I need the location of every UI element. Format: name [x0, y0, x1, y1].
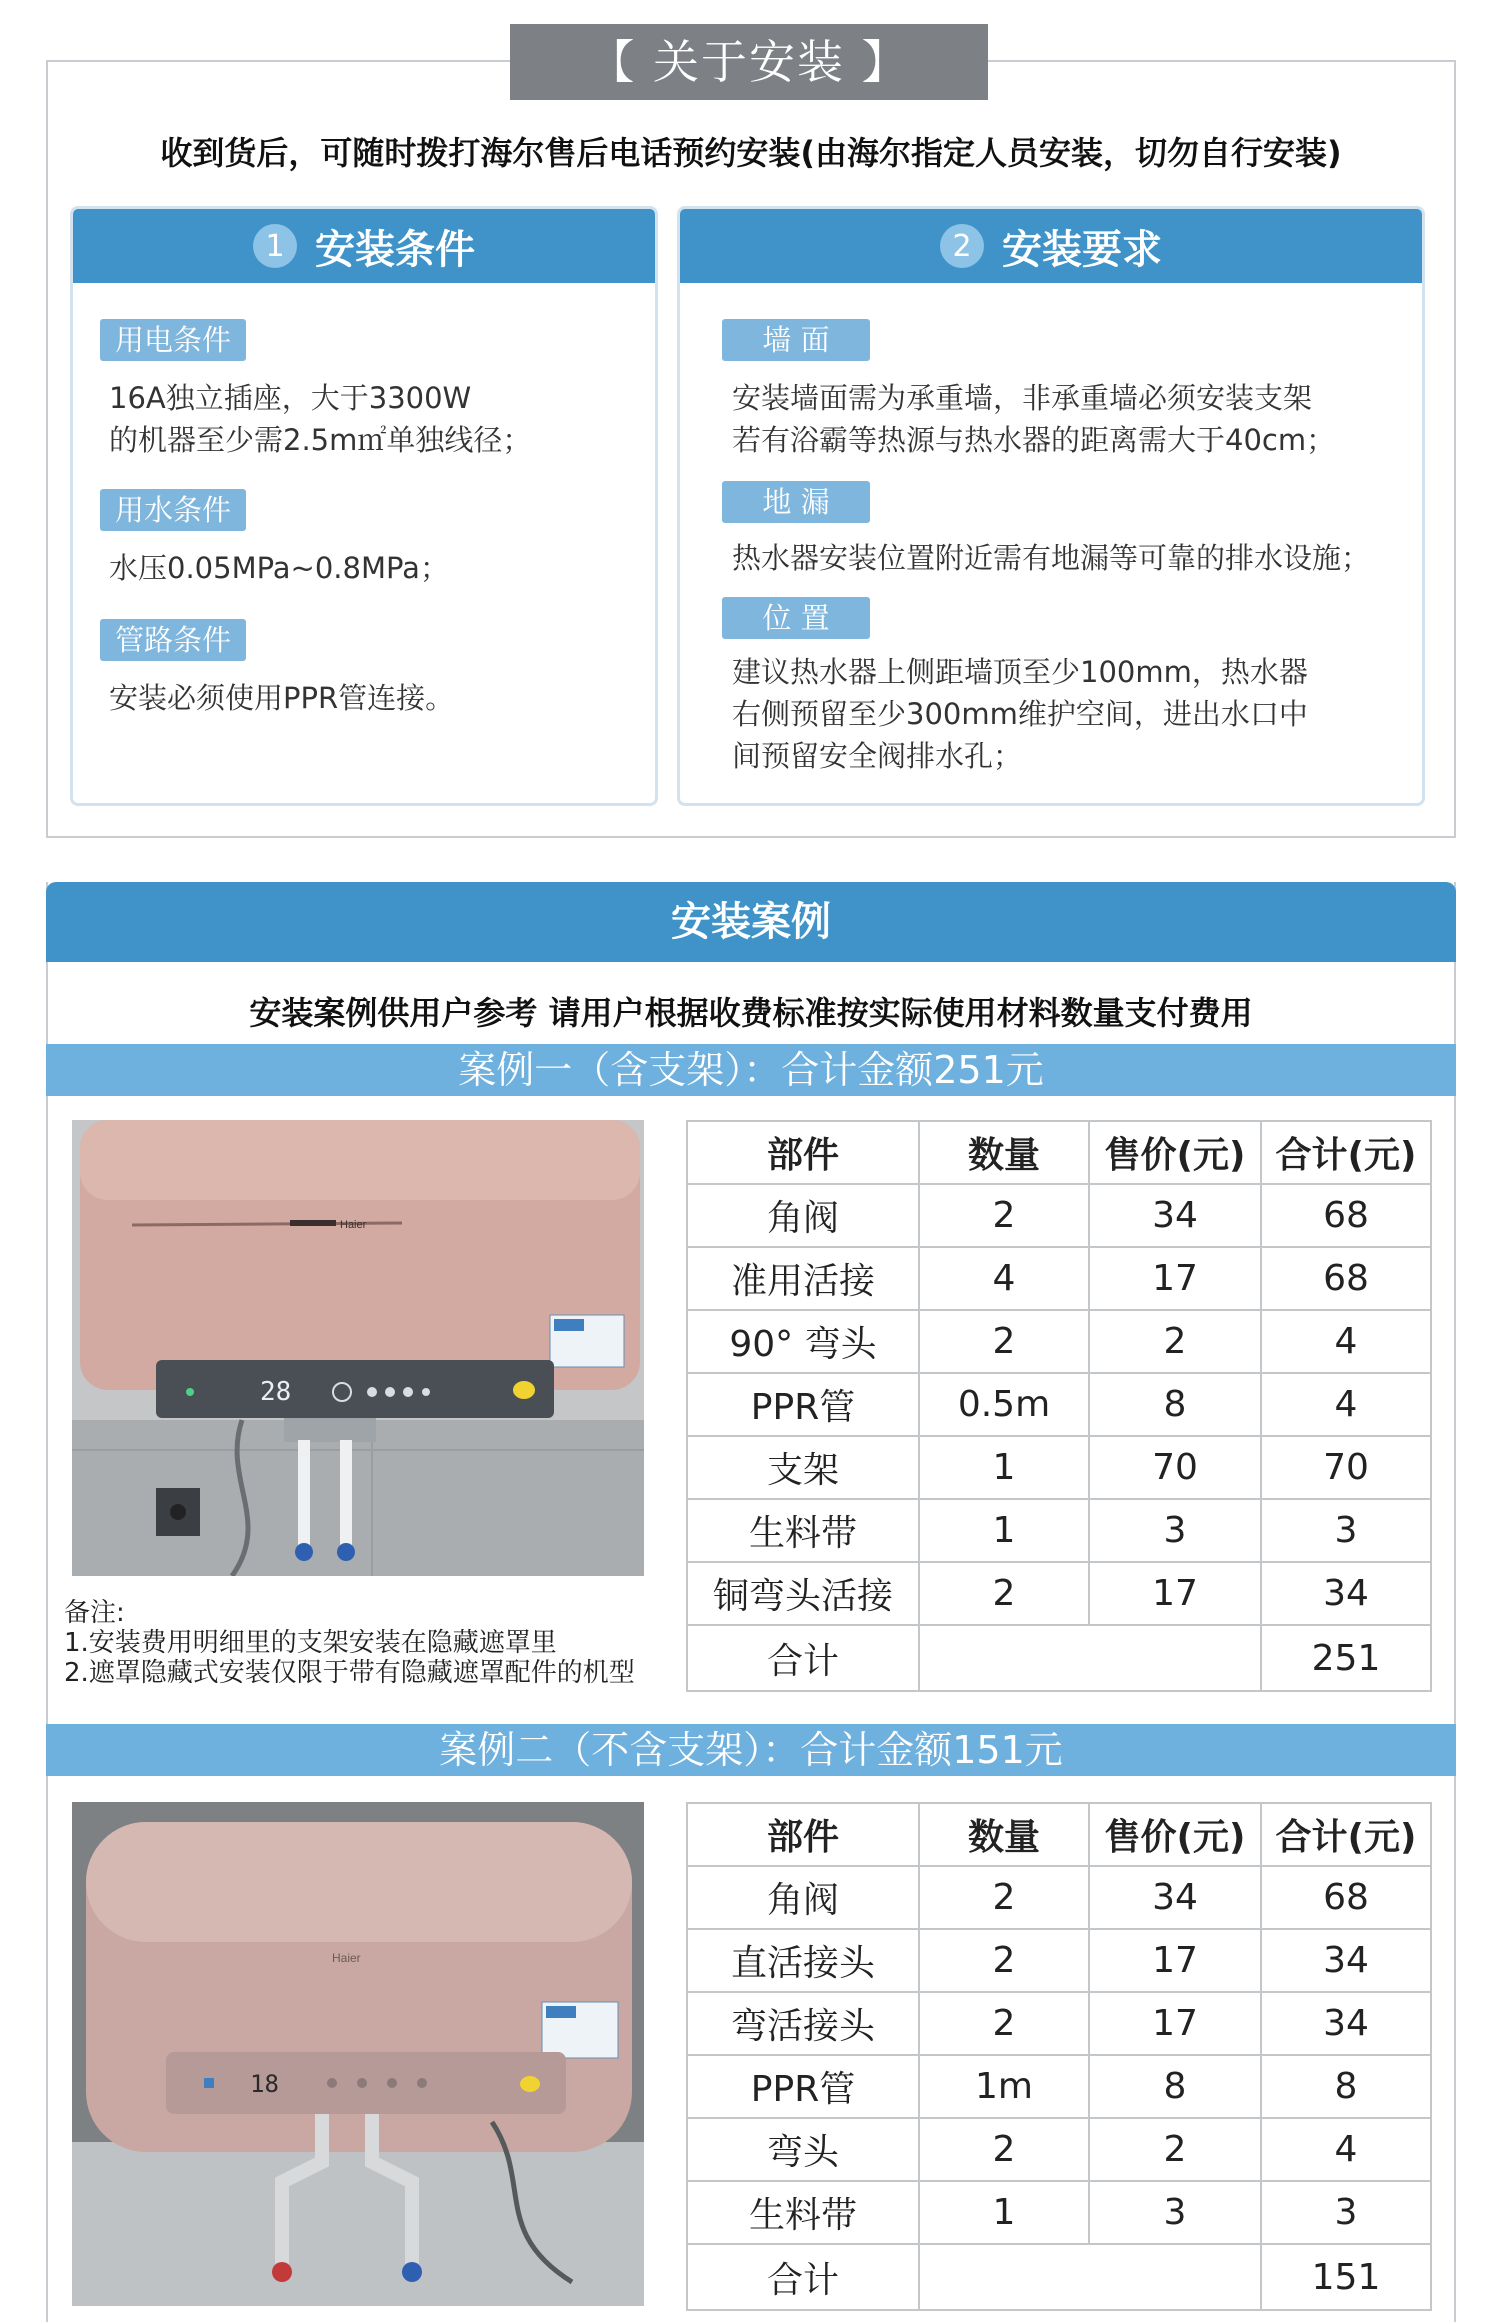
- part-quantity: 1: [919, 1499, 1089, 1562]
- part-subtotal: 3: [1261, 1499, 1431, 1562]
- part-quantity: 2: [919, 1562, 1089, 1625]
- part-subtotal: 34: [1261, 1562, 1431, 1625]
- case2-brand-logo: Haier: [332, 1951, 361, 1965]
- part-name: 生料带: [687, 2181, 919, 2244]
- case2-heater-illustration: [72, 1802, 644, 2306]
- case1-brand-logo: Haier: [340, 1219, 367, 1231]
- part-price: 34: [1089, 1184, 1261, 1247]
- about-installation-title: 【 关于安装 】: [510, 24, 988, 100]
- table-row: [687, 2055, 1431, 2118]
- table-header-row: [687, 1803, 1431, 1866]
- position-requirement-line-3: 间预留安全阀排水孔；: [732, 739, 1023, 773]
- conditions-header: [73, 209, 655, 283]
- part-name: 角阀: [687, 1866, 919, 1929]
- table-total-row: [687, 1625, 1431, 1691]
- requirements-title: 安装要求: [1002, 226, 1162, 273]
- part-quantity: 1: [919, 1436, 1089, 1499]
- table-row: [687, 1929, 1431, 1992]
- header-unit-price: 售价(元): [1089, 1803, 1261, 1866]
- table-row: [687, 1373, 1431, 1436]
- case1-heater-illustration: [72, 1120, 644, 1576]
- part-quantity: 2: [919, 1929, 1089, 1992]
- part-quantity: 1: [919, 2181, 1089, 2244]
- header-quantity: 数量: [919, 1121, 1089, 1184]
- part-name: 生料带: [687, 1499, 919, 1562]
- header-unit-price: 售价(元): [1089, 1121, 1261, 1184]
- part-price: 70: [1089, 1436, 1261, 1499]
- part-price: 8: [1089, 2055, 1261, 2118]
- part-price: 34: [1089, 1866, 1261, 1929]
- header-subtotal: 合计(元): [1261, 1803, 1431, 1866]
- part-name: 弯头: [687, 2118, 919, 2181]
- header-subtotal: 合计(元): [1261, 1121, 1431, 1184]
- part-price: 17: [1089, 1562, 1261, 1625]
- part-subtotal: 3: [1261, 2181, 1431, 2244]
- part-quantity: 4: [919, 1247, 1089, 1310]
- table-row: [687, 2181, 1431, 2244]
- note-line-1: 1.安装费用明细里的支架安装在隐藏遮罩里: [64, 1628, 557, 1658]
- wall-requirement-line-1: 安装墙面需为承重墙，非承重墙必须安装支架: [732, 381, 1313, 415]
- part-quantity: 2: [919, 1992, 1089, 2055]
- about-installation-notice: 收到货后，可随时拨打海尔售后电话预约安装(由海尔指定人员安装，切勿自行安装): [160, 134, 1342, 172]
- part-name: PPR管: [687, 1373, 919, 1436]
- part-price: 2: [1089, 2118, 1261, 2181]
- part-quantity: 2: [919, 1310, 1089, 1373]
- drain-requirement-line: 热水器安装位置附近需有地漏等可靠的排水设施；: [732, 541, 1371, 575]
- case2-title-bar: 案例二（不含支架）：合计金额151元: [46, 1724, 1456, 1776]
- header-part: 部件: [687, 1121, 919, 1184]
- conditions-title: 安装条件: [315, 226, 475, 273]
- part-price: 3: [1089, 1499, 1261, 1562]
- pipe-condition-tag: 管路条件: [100, 619, 246, 661]
- note-line-2: 2.遮罩隐藏式安装仅限于带有隐藏遮罩配件的机型: [64, 1658, 635, 1688]
- wall-requirement-line-2: 若有浴霸等热源与热水器的距离需大于40cm；: [732, 423, 1336, 457]
- case1-heater-photo: [72, 1120, 644, 1576]
- part-price: 17: [1089, 1247, 1261, 1310]
- part-name: 角阀: [687, 1184, 919, 1247]
- part-subtotal: 4: [1261, 1373, 1431, 1436]
- electric-condition-tag: 用电条件: [100, 319, 246, 361]
- requirements-header: [680, 209, 1422, 283]
- case2-heater-photo: [72, 1802, 644, 2306]
- table-row: [687, 1499, 1431, 1562]
- case1-temperature-display: 28: [260, 1377, 292, 1407]
- case2-parts-table: [686, 1802, 1432, 2311]
- part-quantity: 0.5m: [919, 1373, 1089, 1436]
- part-price: 3: [1089, 2181, 1261, 2244]
- table-row: [687, 1310, 1431, 1373]
- installation-conditions-panel: [70, 206, 658, 806]
- pipe-condition-line: 安装必须使用PPR管连接。: [109, 681, 455, 715]
- header-part: 部件: [687, 1803, 919, 1866]
- part-name: 支架: [687, 1436, 919, 1499]
- part-subtotal: 34: [1261, 1992, 1431, 2055]
- part-name: 铜弯头活接: [687, 1562, 919, 1625]
- part-price: 17: [1089, 1929, 1261, 1992]
- part-subtotal: 34: [1261, 1929, 1431, 1992]
- total-value: 251: [1261, 1625, 1431, 1691]
- part-subtotal: 70: [1261, 1436, 1431, 1499]
- part-subtotal: 68: [1261, 1866, 1431, 1929]
- table-row: [687, 1562, 1431, 1625]
- installation-cases-title: 安装案例: [46, 882, 1456, 962]
- total-value: 151: [1261, 2244, 1431, 2310]
- case1-parts-table: [686, 1120, 1432, 1692]
- part-subtotal: 4: [1261, 1310, 1431, 1373]
- table-header-row: [687, 1121, 1431, 1184]
- part-name: PPR管: [687, 2055, 919, 2118]
- notes-heading: 备注:: [64, 1598, 125, 1628]
- water-condition-tag: 用水条件: [100, 489, 246, 531]
- part-price: 2: [1089, 1310, 1261, 1373]
- part-quantity: 2: [919, 1184, 1089, 1247]
- position-requirement-line-1: 建议热水器上侧距墙顶至少100mm，热水器: [732, 655, 1308, 689]
- table-total-row: [687, 2244, 1431, 2310]
- part-name: 直活接头: [687, 1929, 919, 1992]
- part-price: 8: [1089, 1373, 1261, 1436]
- drain-requirement-tag: 地 漏: [722, 481, 870, 523]
- step-number-badge: 1: [253, 224, 297, 268]
- part-subtotal: 8: [1261, 2055, 1431, 2118]
- part-quantity: 2: [919, 1866, 1089, 1929]
- table-row: [687, 1866, 1431, 1929]
- case1-notes: [64, 1598, 635, 1688]
- water-condition-line: 水压0.05MPa~0.8MPa；: [109, 551, 449, 585]
- table-row: [687, 2118, 1431, 2181]
- part-name: 弯活接头: [687, 1992, 919, 2055]
- installation-cases-notice: 安装案例供用户参考 请用户根据收费标准按实际使用材料数量支付费用: [249, 994, 1253, 1032]
- installation-requirements-panel: [677, 206, 1425, 806]
- part-quantity: 1m: [919, 2055, 1089, 2118]
- part-name: 准用活接: [687, 1247, 919, 1310]
- table-row: [687, 1247, 1431, 1310]
- part-subtotal: 68: [1261, 1247, 1431, 1310]
- case1-title-bar: 案例一（含支架）：合计金额251元: [46, 1044, 1456, 1096]
- case2-temperature-display: 18: [250, 2070, 279, 2098]
- header-quantity: 数量: [919, 1803, 1089, 1866]
- electric-condition-line-1: 16A独立插座，大于3300W: [109, 381, 472, 415]
- table-row: [687, 1992, 1431, 2055]
- part-subtotal: 4: [1261, 2118, 1431, 2181]
- part-subtotal: 68: [1261, 1184, 1431, 1247]
- position-requirement-line-2: 右侧预留至少300mm维护空间，进出水口中: [732, 697, 1308, 731]
- electric-condition-line-2: 的机器至少需2.5m㎡单独线径；: [109, 423, 532, 457]
- part-name: 90° 弯头: [687, 1310, 919, 1373]
- part-quantity: 2: [919, 2118, 1089, 2181]
- position-requirement-tag: 位 置: [722, 597, 870, 639]
- wall-requirement-tag: 墙 面: [722, 319, 870, 361]
- step-number-badge: 2: [940, 224, 984, 268]
- table-row: [687, 1436, 1431, 1499]
- total-label: 合计: [687, 1625, 919, 1691]
- total-label: 合计: [687, 2244, 919, 2310]
- table-row: [687, 1184, 1431, 1247]
- part-price: 17: [1089, 1992, 1261, 2055]
